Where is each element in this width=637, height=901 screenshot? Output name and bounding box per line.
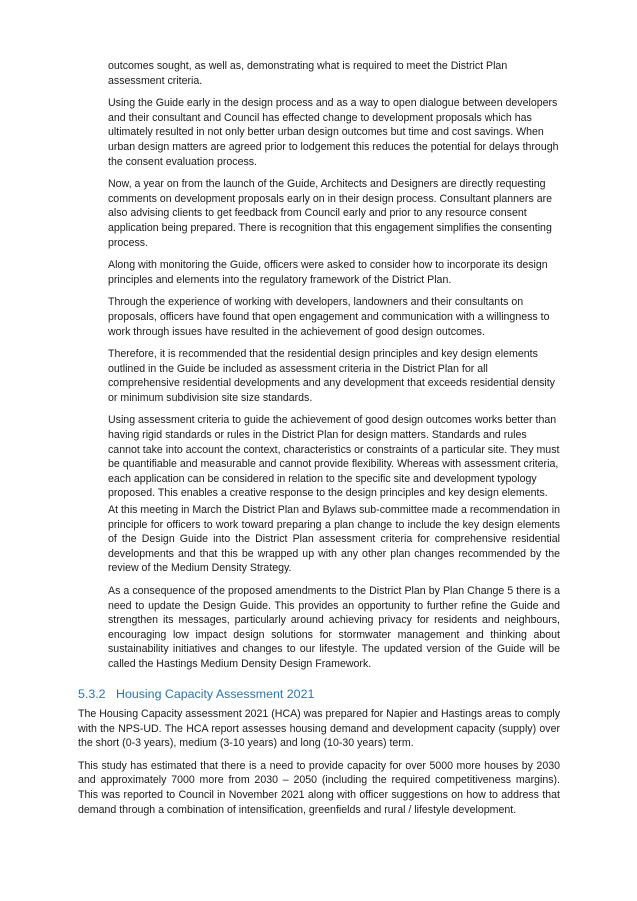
paragraph: Therefore, it is recommended that the residential design principles and key design elements outlined in the Guide be included as assessment criteria in the District Plan for all comprehensive residential developments and any development that exceeds residential density or minimum subdivision site size standards.: [108, 348, 555, 404]
housing-capacity-section: [78, 686, 560, 825]
section-title: Housing Capacity Assessment 2021: [116, 687, 315, 701]
paragraph: Using assessment criteria to guide the achievement of good design outcomes works better than having rigid standards or rules in the District Plan for design matters. Standards and rules cannot take into account the context, characteristics or constraints of a particular site. They must be quantifiable and measurable and cannot provide flexibility. Whereas with assessment criteria, each application can be considered in relation to the specific site and development typology proposed. This enables a creative response to the design principles and key design elements.: [108, 414, 560, 500]
indented-section: [108, 59, 560, 680]
paragraph: outcomes sought, as well as, demonstrating what is required to meet the District Plan assessment criteria.: [108, 60, 508, 87]
paragraph: Now, a year on from the launch of the Guide, Architects and Designers are directly requesting comments on development proposals early on in their design process. Consultant planners are also advising clients to get feedback from Council early and prior to any resource consent application being prepared. There is recognition that this engagement simplifies the consenting process.: [108, 178, 553, 249]
paragraph: Using the Guide early in the design process and as a way to open dialogue between developers and their consultant and Council has effected change to development proposals which has ultimately resulted in not only better urban design outcomes but time and cost savings. When urban design matters are agreed prior to lodgement this reduces the potential for delays through the consent evaluation process.: [108, 97, 559, 168]
paragraph: As a consequence of the proposed amendments to the District Plan by Plan Change 5 there is a need to update the Design Guide. This provides an opportunity to further refine the Guide and strengthen its messages, particularly around achieving privacy for residents and neighbours, encouraging low impact design solutions for stormwater management and thinking about sustainability initiatives and changes to our lifestyle. The updated version of the Guide will be called the Hastings Medium Density Design Framework.: [108, 585, 560, 670]
section-number: 5.3.2: [78, 687, 106, 701]
paragraph: Through the experience of working with developers, landowners and their consultants on proposals, officers have found that open engagement and communication with a willingness to work through issues have resulted in the achievement of good design outcomes.: [108, 296, 550, 338]
paragraph: The Housing Capacity assessment 2021 (HCA) was prepared for Napier and Hastings areas to comply with the NPS-UD. The HCA report assesses housing demand and development capacity (supply) over the short (0-3 years), medium (3-10 years) and long (10-30 years) term.: [78, 708, 560, 750]
paragraph: At this meeting in March the District Plan and Bylaws sub-committee made a recommendation in principle for officers to work toward preparing a plan change to include the key design elements of the Design Guide into the District Plan assessment criteria for comprehensive residential developments and that this be wrapped up with any other plan changes recommended by the review of the Medium Density Strategy.: [108, 504, 560, 575]
paragraph: This study has estimated that there is a need to provide capacity for over 5000 more houses by 2030 and approximately 7000 more from 2030 – 2050 (including the required competitiveness margins). This was reported to Council in November 2021 along with officer suggestions on how to address that demand through a combination of intensification, greenfields and rural / lifestyle development.: [78, 759, 560, 816]
section-heading: [78, 686, 560, 702]
paragraph: Along with monitoring the Guide, officers were asked to consider how to incorporate its design principles and elements into the regulatory framework of the District Plan.: [108, 259, 548, 286]
